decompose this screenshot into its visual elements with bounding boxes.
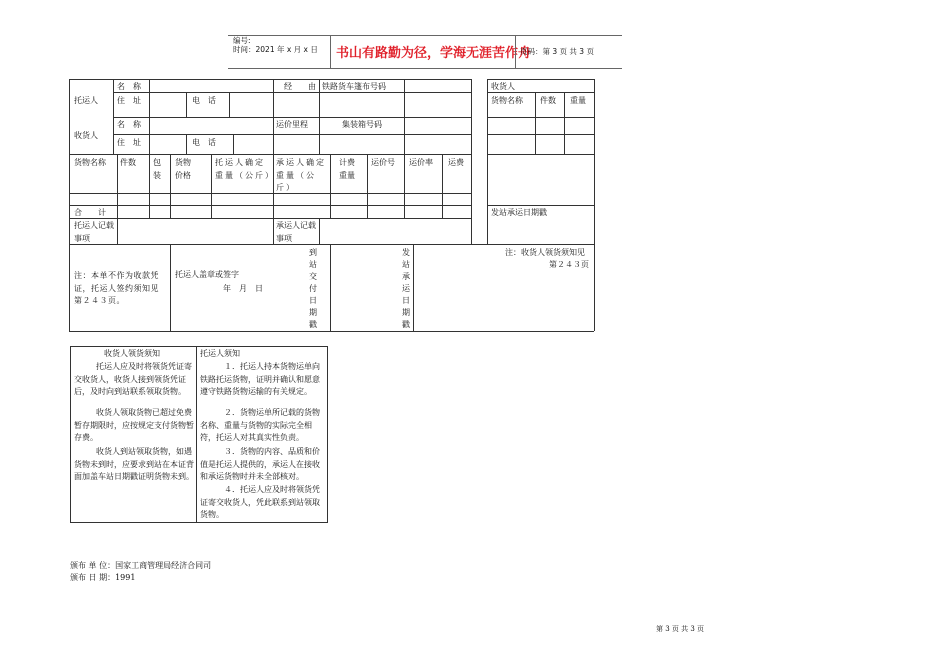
form-rule <box>69 79 471 80</box>
shipper-weight-header: 托运人确定重量（公斤） <box>215 158 275 180</box>
header-divider <box>515 35 516 68</box>
shipper-notice-p2: ２．货物运单所记载的货物名称、重量与货物的实际完全相符，托运人对其真实性负责。 <box>200 408 320 443</box>
cargo-name-header: 货物名称 <box>74 158 106 167</box>
header-slogan: 书山有路勤为径，学海无涯苦作舟 <box>336 46 532 61</box>
form-rule <box>113 92 471 93</box>
form-rule <box>564 92 565 154</box>
form-rule <box>273 79 274 154</box>
form-rule <box>170 154 171 218</box>
packing-header: 包装 <box>153 158 161 180</box>
form-rule <box>69 218 471 219</box>
form-rule <box>69 154 471 155</box>
header-divider <box>330 35 331 68</box>
sign-label: 托运人盖章或签字 <box>175 270 239 279</box>
consignee-notice-p2: 收货人领取货物已超过免费暂存期限时，应按规定支付货物暂存费。 <box>74 408 194 443</box>
form-rule <box>186 92 187 117</box>
shipper-notice-p1: １．托运人持本货物运单向铁路托运货物，证明并确认和愿意遵守铁路货物运输的有关规定。 <box>200 362 320 397</box>
tarp-number-label: 铁路货车篷布号码 <box>322 82 386 91</box>
form-rule <box>487 117 594 118</box>
shipper-notes-label: 托运人记载事项 <box>74 221 114 243</box>
side-cargo-name-header: 货物名称 <box>491 96 523 105</box>
form-rule <box>471 79 472 244</box>
form-rule <box>319 117 320 154</box>
shipper-notice-p4: ４．托运人应及时将领货凭证寄交收货人，凭此联系到站领取货物。 <box>200 485 320 520</box>
form-rule <box>487 79 488 244</box>
header-top-rule <box>228 35 622 36</box>
header-bottom-rule <box>228 68 622 69</box>
form-rule <box>442 154 443 218</box>
side-weight-header: 重量 <box>570 96 586 105</box>
form-rule <box>69 79 70 331</box>
header-page-label: 页码：第 3 页 共 3 页 <box>520 47 594 56</box>
form-rule <box>487 205 594 206</box>
consignee-name-label: 名 称 <box>117 120 141 129</box>
shipper-name-label: 名 称 <box>117 82 141 91</box>
carrier-weight-header: 承运人确定重量（公斤） <box>276 158 326 193</box>
form-rule <box>487 79 594 80</box>
form-rule <box>149 154 150 218</box>
form-rule <box>319 79 320 117</box>
note-left: 注：本单不作为收款凭证，托运人签约须知见第２４３页。 <box>74 271 159 306</box>
form-rule <box>413 244 414 331</box>
form-rule <box>367 154 368 218</box>
shipper-notice-p3: ３．货物的内容、品质和价值是托运人提供的，承运人在接收和承运货物时并未全部核对。 <box>200 447 320 482</box>
form-rule <box>69 205 471 206</box>
form-rule <box>487 154 594 155</box>
consignee-notice-title: 收货人领货须知 <box>104 349 160 358</box>
form-rule <box>186 134 187 154</box>
issuer-line: 颁布 单 位：国家工商管理局经济合同司 <box>70 561 212 570</box>
container-number-label: 集装箱号码 <box>342 120 382 129</box>
form-rule <box>113 79 114 154</box>
form-rule <box>273 154 274 218</box>
form-rule <box>211 154 212 218</box>
form-rule <box>594 79 595 244</box>
note-right-line2: 第２４３页 <box>549 260 589 269</box>
form-rule <box>319 218 320 244</box>
cargo-value-header: 货物价格 <box>175 158 191 180</box>
freight-number-header: 运价号 <box>371 158 395 167</box>
carrier-notes-label: 承运人记载事项 <box>276 221 316 243</box>
form-rule <box>487 134 594 135</box>
form-rule <box>487 92 594 93</box>
form-rule <box>117 218 118 244</box>
freight-rate-header: 运价率 <box>409 158 433 167</box>
note-right-line1: 注：收货人领货须知见 <box>505 248 585 257</box>
consignee-label: 收货人 <box>74 131 98 140</box>
form-rule <box>229 92 230 117</box>
form-rule <box>113 117 471 118</box>
freight-header: 运费 <box>448 158 464 167</box>
sign-date-label: 年 月 日 <box>223 284 263 293</box>
shipper-phone-label: 电 话 <box>192 96 216 105</box>
form-rule <box>69 193 471 194</box>
issue-date-line: 颁布 日 期：1991 <box>70 573 136 582</box>
form-rule <box>404 79 405 117</box>
consignee-notice-p1: 托运人应及时将领货凭证寄交收货人，收货人接到领货凭证后，及时向到站联系领取货物。 <box>74 362 192 397</box>
header-time-label: 时间：2021 年 x 月 x 日 <box>233 45 318 54</box>
consignee-notice-p3: 收货人到站领取货物，如遇货物未到时，应要求到站在本证背面加盖车站日期戳证明货物未到。 <box>74 447 194 482</box>
shipper-address-label: 住 址 <box>117 96 141 105</box>
departure-stamp-vertical: 发站承运日期戳 <box>402 248 410 329</box>
arrival-stamp-label: 到站交付日期戳 <box>309 248 317 329</box>
total-label: 合 计 <box>74 208 106 217</box>
charge-weight-header: 计费重量 <box>339 158 355 180</box>
form-rule <box>113 134 471 135</box>
form-rule <box>69 331 594 332</box>
freight-mileage-label: 运价里程 <box>276 120 308 129</box>
form-rule <box>594 244 595 331</box>
page-number: 第 3 页 共 3 页 <box>656 625 705 633</box>
consignee-side-label: 收货人 <box>491 82 515 91</box>
form-rule <box>233 134 234 154</box>
form-rule <box>69 244 594 245</box>
form-rule <box>149 79 150 154</box>
consignee-address-label: 住 址 <box>117 138 141 147</box>
route-label: 经 由 <box>284 82 316 91</box>
notice-divider <box>196 346 197 522</box>
form-rule <box>330 154 331 218</box>
form-rule <box>404 154 405 218</box>
header-code-label: 编号: <box>233 36 251 45</box>
form-rule <box>404 117 405 154</box>
shipper-label: 托运人 <box>74 96 98 105</box>
shipper-notice-title: 托运人须知 <box>200 349 240 358</box>
form-rule <box>535 92 536 154</box>
form-rule <box>330 244 331 331</box>
form-rule <box>117 154 118 218</box>
form-rule <box>170 244 171 331</box>
side-pieces-header: 件数 <box>540 96 556 105</box>
departure-stamp-label: 发站承运日期戳 <box>491 208 547 217</box>
pieces-header: 件数 <box>120 158 136 167</box>
consignee-phone-label: 电 话 <box>192 138 216 147</box>
form-rule <box>273 218 274 244</box>
